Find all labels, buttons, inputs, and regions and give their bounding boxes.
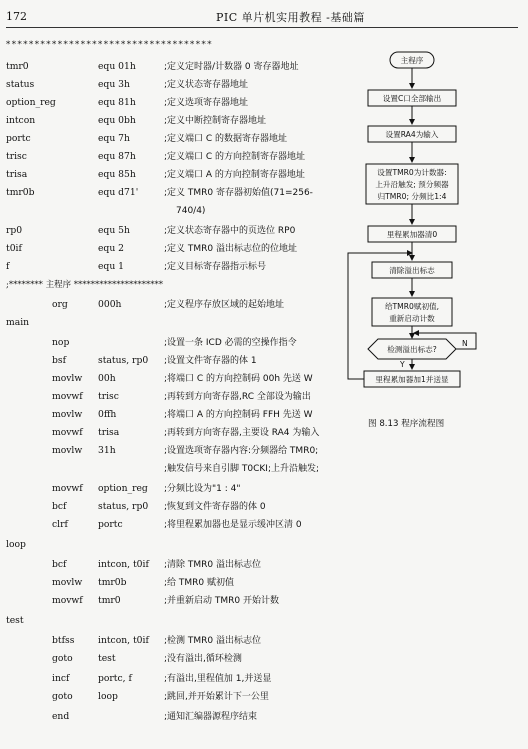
code-op: equ 85h [98,169,136,180]
code-op: equ 3h [98,79,130,90]
code-op: movwf [52,595,83,606]
code-op: bsf [52,355,66,366]
code-op: incf [52,673,70,684]
code-op: nop [52,337,70,348]
flow-step-2-label: 设置RA4为输入 [385,130,439,139]
code-comment: ;跳回,并开始累计下一公里 [164,692,269,702]
code-comment: ;将端口 A 的方向控制码 FFH 先送 W [164,410,313,420]
flow-decision-label: 检测溢出标志? [387,345,437,354]
code-comment: ;检测 TMR0 溢出标志位 [164,636,261,646]
code-comment: ;没有溢出,循环检测 [164,654,242,664]
code-label: test [6,615,24,626]
code-op: movwf [52,391,83,402]
code-op: movwf [52,483,83,494]
flow-step-4-label: 里程累加器清0 [386,230,438,239]
code-comment: ;清除 TMR0 溢出标志位 [164,560,261,570]
code-op: equ 5h [98,225,130,236]
page-number: 172 [6,10,27,23]
flow-step-3-line-2: 上升沿触发; 预分频器 [375,180,449,189]
code-comment: ;有溢出,里程值加 1,并送显 [164,674,272,684]
running-title: PIC 单片机实用教程 -基础篇 [216,11,365,24]
code-label: main [6,317,30,328]
code-comment: ;定义选项寄存器地址 [164,98,249,108]
code-label: portc [6,133,31,144]
code-arg: portc [98,519,123,530]
code-comment: ;设置文件寄存器的体 1 [164,356,257,366]
code-op: movlw [52,409,83,420]
code-label: trisc [6,151,27,162]
flow-step-3-line-1: 设置TMR0为计数器: [377,168,447,177]
code-comment: ;定义目标寄存器指示标号 [164,262,267,272]
code-comment: ;定义状态寄存器中的页选位 RP0 [164,226,296,236]
code-op: goto [52,653,73,664]
code-comment: ;再转到方向寄存器,主要设 RA4 为输入 [164,428,320,438]
code-arg: 31h [98,445,116,456]
code-op: bcf [52,501,67,512]
code-arg: intcon, t0if [98,635,149,646]
code-comment: ;给 TMR0 赋初值 [164,578,234,588]
code-arg: loop [98,691,118,702]
code-arg: option_reg [98,483,148,494]
code-op: equ 1 [98,261,125,272]
code-comment: ;触发信号来自引脚 T0CKI;上升沿触发; [164,464,320,474]
code-comment: ;设置一条 ICD 必需的空操作指令 [164,338,297,348]
code-op: movlw [52,373,83,384]
flow-step-6-line-2: 重新启动计数 [389,314,435,323]
code-comment: ;定义定时器/计数器 0 寄存器地址 [164,62,299,72]
code-op: equ 81h [98,97,136,108]
code-comment: ;定义端口 C 的数据寄存器地址 [164,134,288,144]
separator-stars: ************************************ [6,40,213,50]
code-arg: trisc [98,391,119,402]
code-arg: trisa [98,427,120,438]
code-op: clrf [52,519,68,530]
code-comment: 740/4) [176,206,206,216]
code-arg: status, rp0 [98,501,149,512]
code-arg: tmr0 [98,595,121,606]
code-label: tmr0 [6,61,29,72]
code-label: t0if [6,243,22,254]
flow-step-5-label: 清除溢出标志 [389,266,435,275]
code-comment: ;定义状态寄存器地址 [164,80,249,90]
code-op: equ 0bh [98,115,136,126]
code-arg: tmr0b [98,577,127,588]
flow-step-7-label: 里程累加器加1并送显 [375,375,449,384]
code-comment: ;定义中断控制寄存器地址 [164,116,267,126]
code-label: trisa [6,169,28,180]
code-arg: portc, f [98,673,132,684]
flowchart [338,44,518,394]
code-label: status [6,79,35,90]
code-arg: status, rp0 [98,355,149,366]
code-comment: ;定义端口 A 的方向控制寄存器地址 [164,170,305,180]
code-op: org [52,299,68,310]
code-comment: ;定义 TMR0 溢出标志位的位地址 [164,244,297,254]
code-comment: ;恢复到文件寄存器的体 0 [164,502,266,512]
code-arg: 00h [98,373,116,384]
code-op: bcf [52,559,67,570]
code-arg: test [98,653,116,664]
code-label: rp0 [6,225,23,236]
code-label: option_reg [6,97,56,108]
code-comment: ;分频比设为"1 : 4" [164,484,241,494]
page-header [0,0,528,30]
flow-step-1-label: 设置C口全部输出 [382,94,442,103]
code-op: equ 7h [98,133,130,144]
code-comment: ;定义端口 C 的方向控制寄存器地址 [164,152,306,162]
code-comment: ;再转到方向寄存器,RC 全部设为输出 [164,392,311,402]
flow-start-label: 主程序 [400,56,424,65]
code-comment: ;定义程序存放区域的起始地址 [164,300,285,310]
code-op: movwf [52,427,83,438]
flow-no-label: N [462,339,468,348]
flow-step-6-line-1: 给TMR0赋初值, [384,302,440,311]
code-op: equ 87h [98,151,136,162]
code-arg: 0ffh [98,409,117,420]
code-comment: ;并重新启动 TMR0 开始计数 [164,596,279,606]
code-comment: ;定义 TMR0 寄存器初始值(71=256- [164,188,313,198]
code-label: loop [6,539,26,550]
code-op: goto [52,691,73,702]
figure-caption: 图 8.13 程序流程图 [368,419,445,429]
code-op: movlw [52,445,83,456]
code-comment: ;将里程累加器也是显示缓冲区清 0 [164,520,302,530]
code-op: equ 01h [98,61,136,72]
code-arg: intcon, t0if [98,559,149,570]
header-rule [6,27,518,28]
code-op: btfss [52,635,75,646]
code-comment: ;将端口 C 的方向控制码 00h 先送 W [164,374,313,384]
code-comment: ;设置选项寄存器内容:分频器给 TMR0; [164,446,319,456]
flow-yes-label: Y [400,360,405,369]
code-label: tmr0b [6,187,35,198]
code-label: intcon [6,115,36,126]
section-main-program: ;******** 主程序 ********************* [6,280,164,290]
code-op: end [52,711,70,722]
code-op: movlw [52,577,83,588]
code-comment: ;通知汇编器源程序结束 [164,712,258,722]
code-label: f [6,261,10,272]
code-op: equ d71' [98,187,139,198]
code-arg: 000h [98,299,122,310]
code-op: equ 2 [98,243,125,254]
flow-step-3-line-3: 归TMR0; 分频比1:4 [377,192,447,201]
